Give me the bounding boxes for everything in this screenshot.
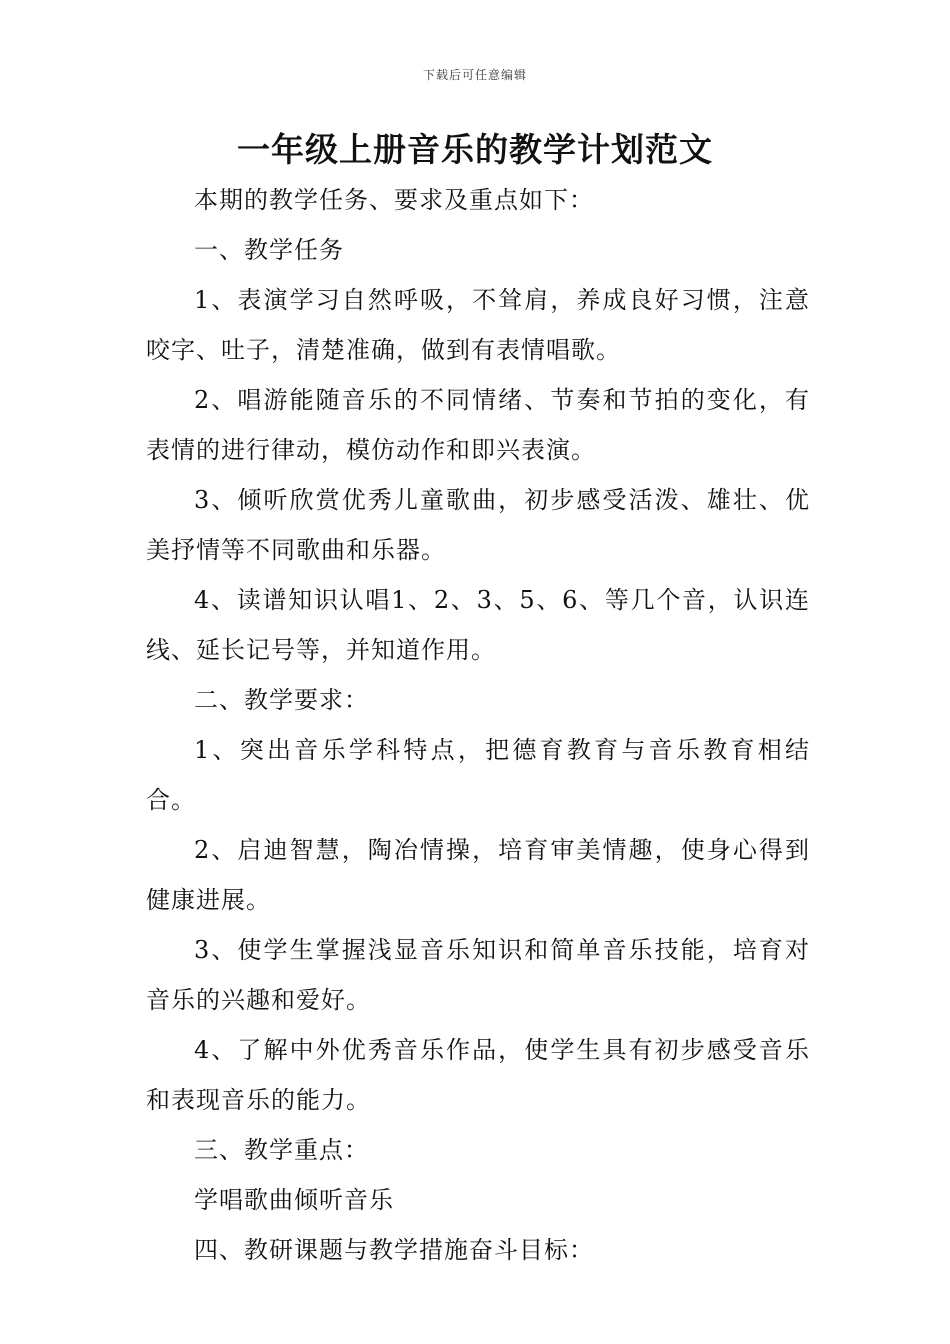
heading-teaching-tasks: 一、教学任务: [194, 236, 344, 264]
paragraph-requirement-1: 1、突出音乐学科特点，把德育教育与音乐教育相结合。: [146, 736, 810, 814]
paragraph-task-2: 2、唱游能随音乐的不同情绪、节奏和节拍的变化，有表情的进行律动，模仿动作和即兴表演。: [146, 386, 810, 464]
document-body: [146, 175, 810, 1275]
document-title: 一年级上册音乐的教学计划范文: [237, 130, 713, 169]
paragraph-task-4: 4、读谱知识认唱1、2、3、5、6、等几个音，认识连线、延长记号等，并知道作用。: [146, 586, 810, 664]
paragraph-requirement-4: 4、了解中外优秀音乐作品，使学生具有初步感受音乐和表现音乐的能力。: [146, 1036, 810, 1114]
paragraph-task-3: 3、倾听欣赏优秀儿童歌曲，初步感受活泼、雄壮、优美抒情等不同歌曲和乐器。: [146, 486, 810, 564]
paragraph-focus: 学唱歌曲倾听音乐: [194, 1186, 394, 1214]
paragraph-task-1: 1、表演学习自然呼吸，不耸肩，养成良好习惯，注意咬字、吐子，清楚准确，做到有表情唱歌。: [146, 286, 810, 364]
heading-research-goals: 四、教研课题与教学措施奋斗目标：: [194, 1236, 594, 1264]
heading-teaching-focus: 三、教学重点：: [194, 1136, 369, 1164]
paragraph-requirement-3: 3、使学生掌握浅显音乐知识和简单音乐技能，培育对音乐的兴趣和爱好。: [146, 936, 810, 1014]
paragraph-requirement-2: 2、启迪智慧，陶冶情操，培育审美情趣，使身心得到健康进展。: [146, 836, 810, 914]
header-note: 下载后可任意编辑: [422, 68, 527, 82]
paragraph-intro: 本期的教学任务、要求及重点如下：: [194, 186, 594, 214]
heading-teaching-requirements: 二、教学要求：: [194, 686, 369, 714]
